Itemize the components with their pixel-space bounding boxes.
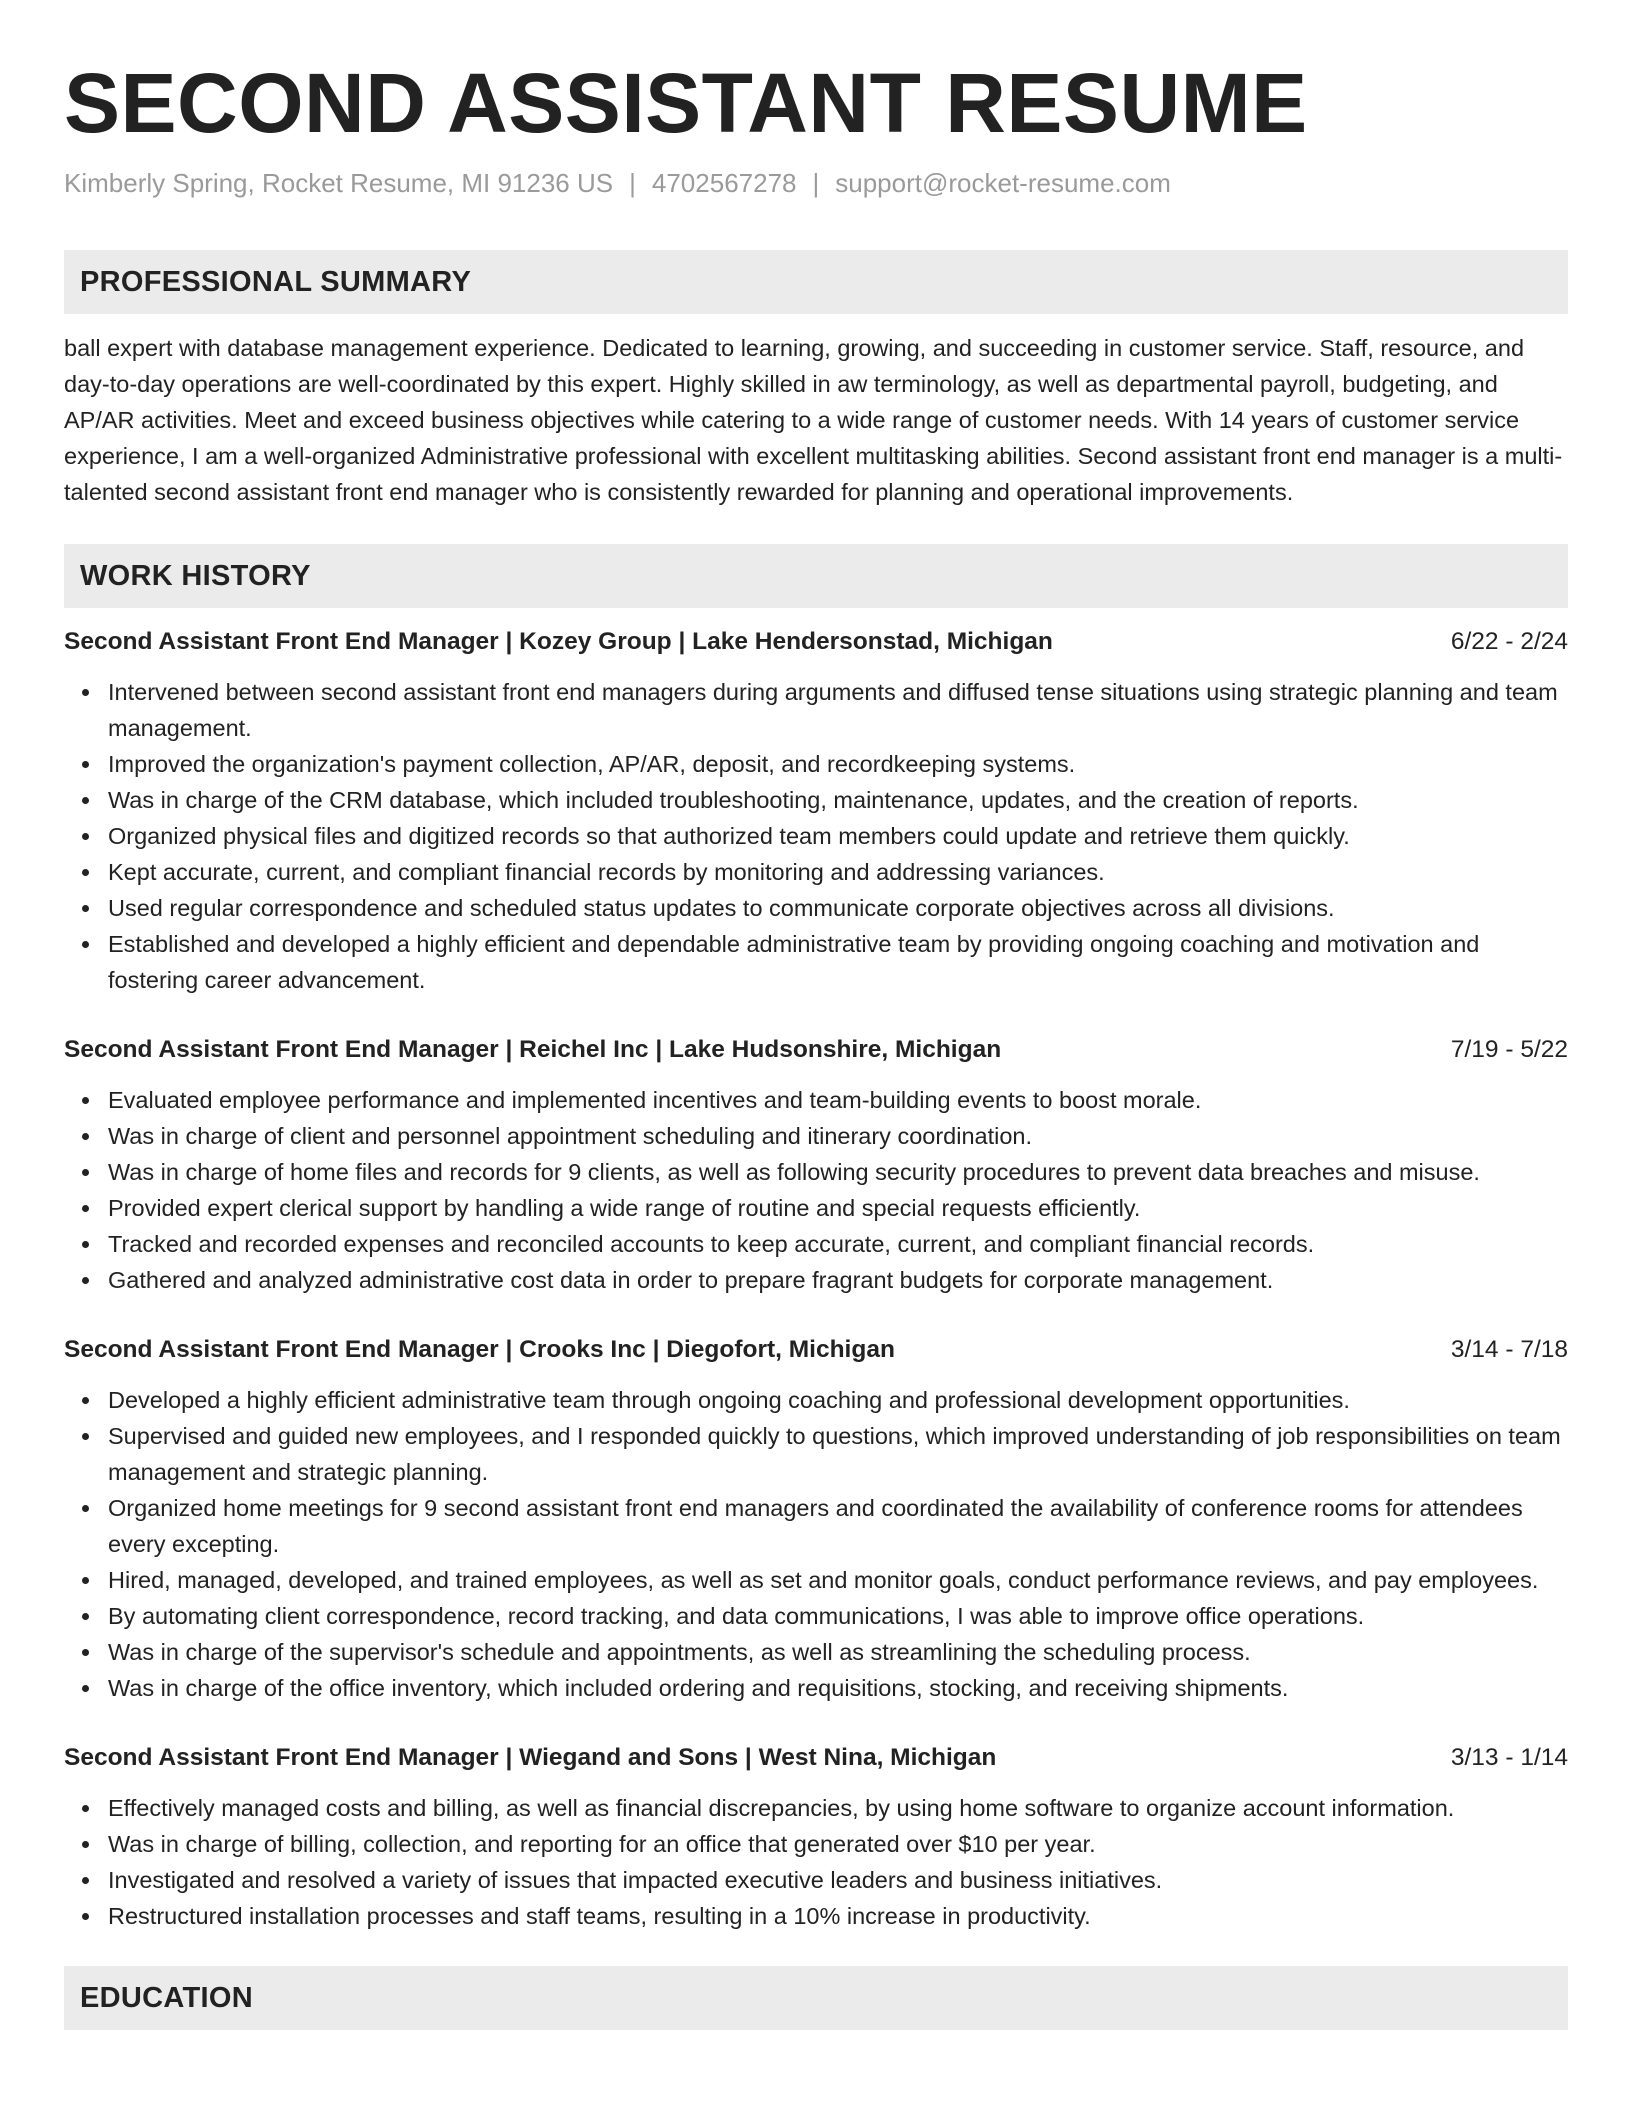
- job-header: [64, 1032, 1568, 1068]
- contact-phone: 4702567278: [651, 168, 797, 198]
- resume-title: SECOND ASSISTANT RESUME: [64, 56, 1308, 150]
- job-bullet: By automating client correspondence, record tracking, and data communications, I was able to improve office operations.: [108, 1598, 1568, 1634]
- job-bullet: Was in charge of the office inventory, which included ordering and requisitions, stocking, and receiving shipments.: [108, 1670, 1568, 1706]
- contact-separator: |: [812, 168, 820, 198]
- job-bullet: Organized home meetings for 9 second assistant front end managers and coordinated the availability of conference rooms for attendees every excepting.: [108, 1490, 1568, 1562]
- section-header-work-history: WORK HISTORY: [64, 544, 1568, 608]
- job-dates: 6/22 - 2/24: [1450, 628, 1568, 655]
- job-bullet: Restructured installation processes and staff teams, resulting in a 10% increase in productivity.: [108, 1898, 1568, 1934]
- job-dates: 3/13 - 1/14: [1450, 1744, 1568, 1771]
- job-bullet: Hired, managed, developed, and trained employees, as well as set and monitor goals, conduct performance reviews, and pay employees.: [108, 1562, 1568, 1598]
- job-bullet: Was in charge of client and personnel appointment scheduling and itinerary coordination.: [108, 1118, 1568, 1154]
- job-bullet: Kept accurate, current, and compliant financial records by monitoring and addressing variances.: [108, 854, 1568, 890]
- job-bullets: [64, 1382, 1568, 1706]
- job-entry: [64, 1740, 1568, 1934]
- job-bullet: Organized physical files and digitized records so that authorized team members could update and retrieve them quickly.: [108, 818, 1568, 854]
- job-bullet: Was in charge of the CRM database, which included troubleshooting, maintenance, updates, and the creation of reports.: [108, 782, 1568, 818]
- job-bullets: [64, 674, 1568, 998]
- job-dates: 7/19 - 5/22: [1450, 1036, 1568, 1063]
- job-bullet: Provided expert clerical support by handling a wide range of routine and special requests efficiently.: [108, 1190, 1568, 1226]
- contact-separator: |: [629, 168, 636, 198]
- job-header: [64, 1740, 1568, 1776]
- job-header: [64, 1332, 1568, 1368]
- job-bullet: Established and developed a highly efficient and dependable administrative team by providing ongoing coaching and motivation and fostering career advancement.: [108, 926, 1568, 998]
- job-bullet: Tracked and recorded expenses and reconciled accounts to keep accurate, current, and compliant financial records.: [108, 1226, 1568, 1262]
- job-bullet: Used regular correspondence and scheduled status updates to communicate corporate objectives across all divisions.: [108, 890, 1568, 926]
- job-title: Second Assistant Front End Manager | Reichel Inc | Lake Hudsonshire, Michigan: [64, 1036, 1002, 1063]
- job-header: [64, 624, 1568, 660]
- job-bullet: Gathered and analyzed administrative cost data in order to prepare fragrant budgets for corporate management.: [108, 1262, 1568, 1298]
- job-bullet: Developed a highly efficient administrative team through ongoing coaching and professional development opportunities.: [108, 1382, 1568, 1418]
- summary-paragraph: ball expert with database management experience. Dedicated to learning, growing, and succeeding in customer service. Staff, resource, and day-to-day operations are well-coordinated by this expert. Highly skilled in aw terminology, as well as departmental payroll, budgeting, and AP/AR activities. Meet and exceed business objectives while catering to a wide range of customer needs. With 14 years of customer service experience, I am a well-organized Administrative professional with excellent multitasking abilities. Second assistant front end manager is a multi-talented second assistant front end manager who is consistently rewarded for planning and operational improvements.: [64, 335, 1563, 505]
- contact-email: support@rocket-resume.com: [835, 168, 1171, 198]
- job-bullet: Intervened between second assistant front end managers during arguments and diffused tense situations using strategic planning and team management.: [108, 674, 1568, 746]
- job-bullet: Supervised and guided new employees, and I responded quickly to questions, which improved understanding of job responsibilities on team management and strategic planning.: [108, 1418, 1568, 1490]
- job-bullet: Improved the organization's payment collection, AP/AR, deposit, and recordkeeping systems.: [108, 746, 1568, 782]
- job-bullet: Was in charge of billing, collection, and reporting for an office that generated over $10 per year.: [108, 1826, 1568, 1862]
- job-bullet: Was in charge of home files and records for 9 clients, as well as following security procedures to prevent data breaches and misuse.: [108, 1154, 1568, 1190]
- contact-address: Kimberly Spring, Rocket Resume, MI 91236 US: [64, 168, 614, 198]
- job-title: Second Assistant Front End Manager | Wiegand and Sons | West Nina, Michigan: [64, 1744, 997, 1771]
- job-bullet: Evaluated employee performance and implemented incentives and team-building events to boost morale.: [108, 1082, 1568, 1118]
- job-title: Second Assistant Front End Manager | Kozey Group | Lake Hendersonstad, Michigan: [64, 628, 1053, 655]
- job-bullet: Was in charge of the supervisor's schedule and appointments, as well as streamlining the scheduling process.: [108, 1634, 1568, 1670]
- job-entry: [64, 624, 1568, 998]
- section-header-education: EDUCATION: [64, 1966, 1568, 2030]
- job-bullet: Investigated and resolved a variety of issues that impacted executive leaders and business initiatives.: [108, 1862, 1568, 1898]
- job-bullets: [64, 1790, 1568, 1934]
- resume-page: [64, 0, 1568, 2030]
- job-bullets: [64, 1082, 1568, 1298]
- section-header-professional-summary: PROFESSIONAL SUMMARY: [64, 250, 1568, 314]
- job-dates: 3/14 - 7/18: [1450, 1336, 1568, 1363]
- job-entry: [64, 1032, 1568, 1298]
- job-entry: [64, 1332, 1568, 1706]
- job-title: Second Assistant Front End Manager | Crooks Inc | Diegofort, Michigan: [64, 1336, 895, 1363]
- job-bullet: Effectively managed costs and billing, as well as financial discrepancies, by using home software to organize account information.: [108, 1790, 1568, 1826]
- contact-line: [64, 166, 1568, 200]
